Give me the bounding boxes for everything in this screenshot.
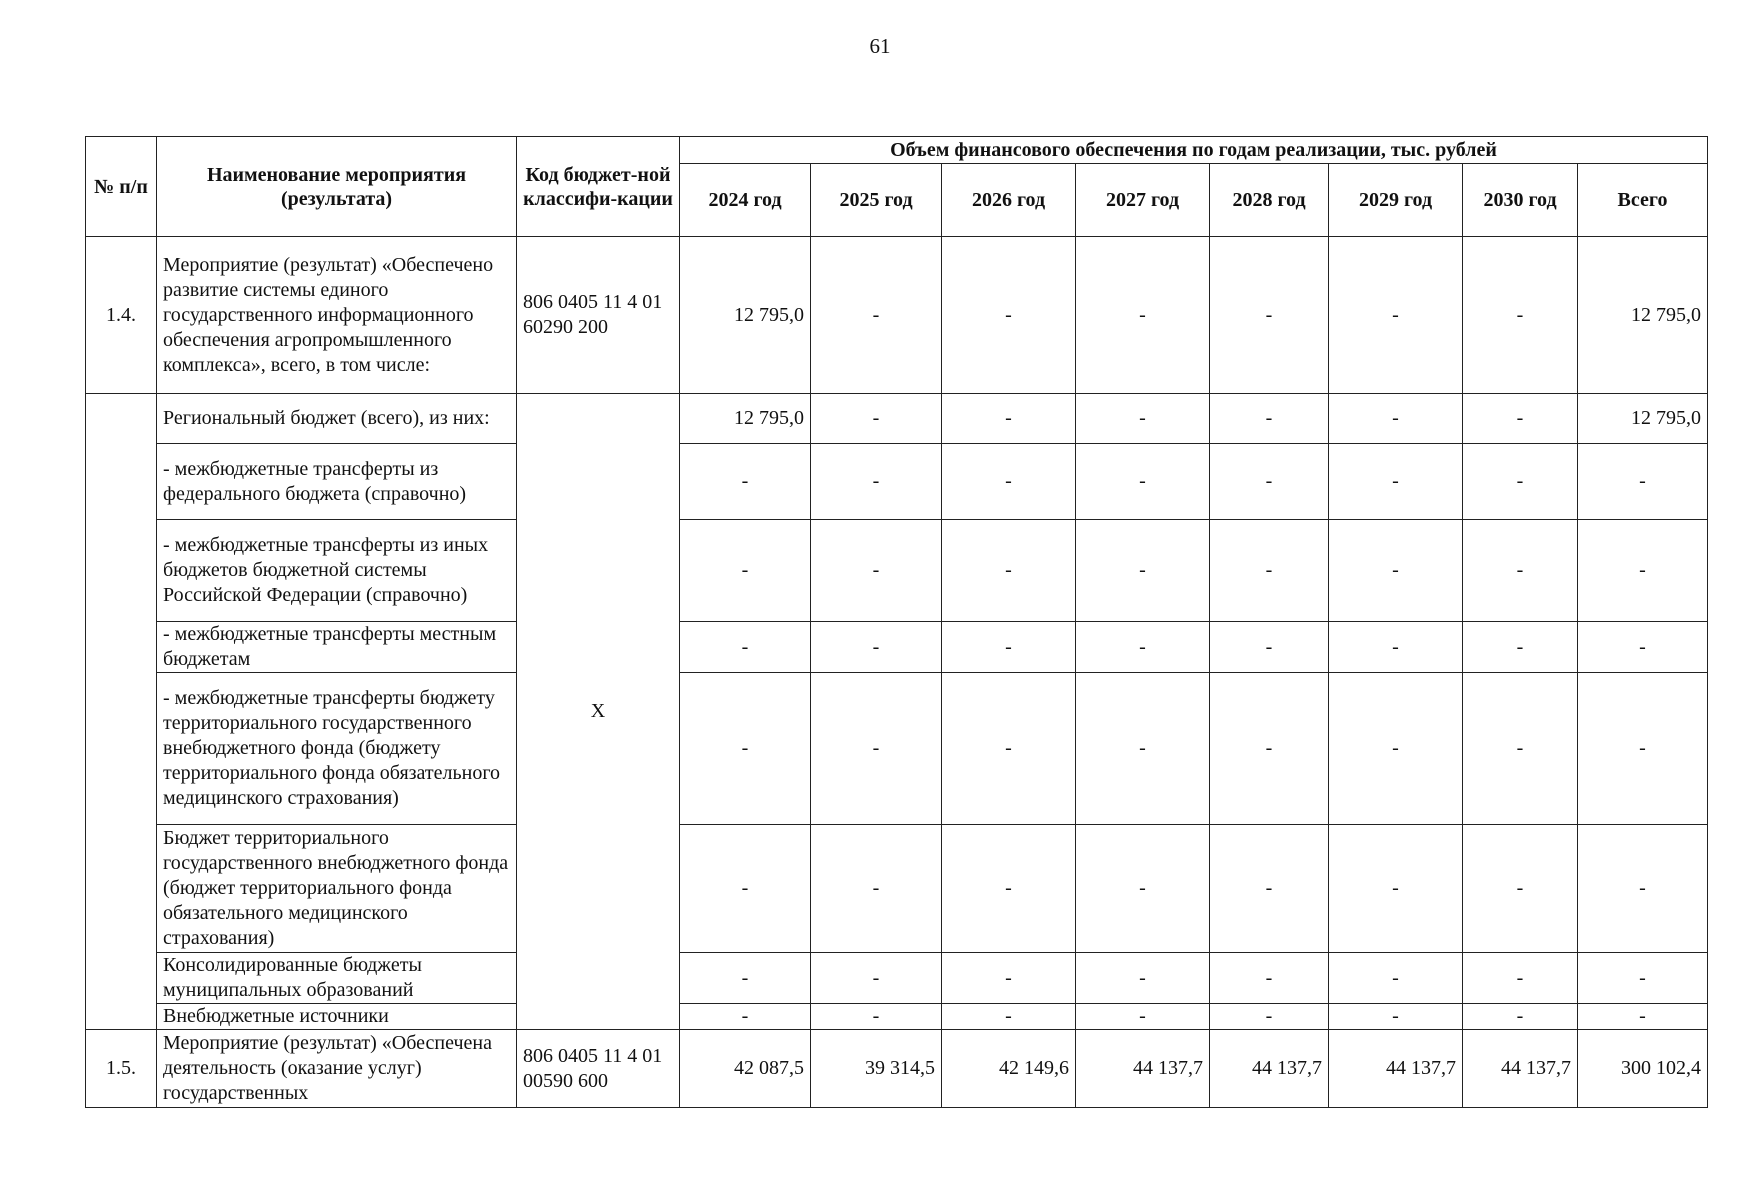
header-year: 2030 год: [1463, 164, 1578, 237]
row-code-x: X: [517, 394, 680, 1030]
row-name: - межбюджетные трансферты местным бюджетам: [157, 622, 517, 673]
row-code: 806 0405 11 4 01 60290 200: [517, 237, 680, 394]
value-cell: -: [1076, 520, 1210, 622]
value-cell: -: [811, 444, 942, 520]
value-cell: -: [1329, 953, 1463, 1004]
table-row: [86, 1030, 1708, 1108]
value-cell: -: [680, 1004, 811, 1030]
value-cell: -: [1210, 953, 1329, 1004]
value-cell: -: [1076, 1004, 1210, 1030]
value-cell: -: [942, 953, 1076, 1004]
row-number: 1.4.: [86, 237, 157, 394]
header-financing-group: Объем финансового обеспечения по годам реализации, тыс. рублей: [680, 137, 1708, 164]
value-cell: -: [1463, 1004, 1578, 1030]
row-name: Внебюджетные источники: [157, 1004, 517, 1030]
value-cell: -: [1210, 825, 1329, 953]
value-cell: 39 314,5: [811, 1030, 942, 1108]
value-cell: 44 137,7: [1329, 1030, 1463, 1108]
value-cell: -: [680, 953, 811, 1004]
row-name: Мероприятие (результат) «Обеспечена деятельность (оказание услуг) государственных: [157, 1030, 517, 1108]
value-cell: -: [1329, 622, 1463, 673]
value-cell: -: [942, 1004, 1076, 1030]
value-cell: -: [680, 444, 811, 520]
value-cell: -: [1329, 444, 1463, 520]
value-cell: -: [811, 953, 942, 1004]
row-number: 1.5.: [86, 1030, 157, 1108]
table-row: [86, 622, 1708, 673]
value-cell: -: [1463, 673, 1578, 825]
header-year: 2029 год: [1329, 164, 1463, 237]
value-cell: -: [811, 622, 942, 673]
table-row: [86, 673, 1708, 825]
value-cell: 12 795,0: [680, 394, 811, 444]
value-cell: -: [1076, 237, 1210, 394]
table-row: [86, 825, 1708, 953]
value-cell: -: [811, 1004, 942, 1030]
value-cell: -: [1210, 237, 1329, 394]
value-cell: 12 795,0: [680, 237, 811, 394]
value-cell: -: [1578, 1004, 1708, 1030]
row-name: - межбюджетные трансферты из иных бюджетов бюджетной системы Российской Федерации (справочно): [157, 520, 517, 622]
header-num: № п/п: [86, 137, 157, 237]
value-cell: -: [811, 673, 942, 825]
header-year: 2025 год: [811, 164, 942, 237]
header-year: 2027 год: [1076, 164, 1210, 237]
value-cell: 300 102,4: [1578, 1030, 1708, 1108]
row-number-empty: [86, 394, 157, 1030]
row-name: Консолидированные бюджеты муниципальных образований: [157, 953, 517, 1004]
table-row: [86, 394, 1708, 444]
value-cell: -: [1463, 953, 1578, 1004]
value-cell: -: [942, 237, 1076, 394]
header-code: Код бюджет-ной классифи-кации: [517, 137, 680, 237]
value-cell: -: [1578, 520, 1708, 622]
value-cell: -: [680, 673, 811, 825]
value-cell: -: [1578, 444, 1708, 520]
value-cell: -: [1463, 825, 1578, 953]
row-name: - межбюджетные трансферты бюджету территориального государственного внебюджетного фонда (бюджету территориального фонда обязательного медицинского страхования): [157, 673, 517, 825]
value-cell: -: [1329, 825, 1463, 953]
value-cell: -: [1329, 237, 1463, 394]
value-cell: -: [1076, 953, 1210, 1004]
value-cell: -: [1329, 1004, 1463, 1030]
value-cell: -: [1578, 673, 1708, 825]
value-cell: -: [942, 825, 1076, 953]
value-cell: -: [1578, 953, 1708, 1004]
value-cell: -: [680, 825, 811, 953]
page-number: 61: [869, 34, 891, 58]
row-name: Региональный бюджет (всего), из них:: [157, 394, 517, 444]
value-cell: -: [942, 444, 1076, 520]
table-row: [86, 444, 1708, 520]
value-cell: -: [1076, 673, 1210, 825]
value-cell: -: [1463, 520, 1578, 622]
value-cell: -: [942, 622, 1076, 673]
header-year: 2024 год: [680, 164, 811, 237]
value-cell: -: [1076, 394, 1210, 444]
value-cell: -: [1329, 520, 1463, 622]
value-cell: -: [1329, 394, 1463, 444]
value-cell: -: [1578, 825, 1708, 953]
value-cell: -: [811, 237, 942, 394]
value-cell: -: [942, 673, 1076, 825]
value-cell: -: [942, 520, 1076, 622]
value-cell: 42 149,6: [942, 1030, 1076, 1108]
value-cell: 44 137,7: [1076, 1030, 1210, 1108]
value-cell: -: [1463, 444, 1578, 520]
value-cell: -: [680, 622, 811, 673]
value-cell: 12 795,0: [1578, 394, 1708, 444]
value-cell: -: [1076, 825, 1210, 953]
table-row: [86, 237, 1708, 394]
value-cell: 42 087,5: [680, 1030, 811, 1108]
header-year: 2026 год: [942, 164, 1076, 237]
value-cell: -: [811, 394, 942, 444]
value-cell: -: [1210, 444, 1329, 520]
value-cell: -: [1076, 622, 1210, 673]
table-row: [86, 1004, 1708, 1030]
row-name: Бюджет территориального государственного внебюджетного фонда (бюджет территориального фонда обязательного медицинского страхования): [157, 825, 517, 953]
value-cell: -: [1210, 673, 1329, 825]
value-cell: -: [1463, 394, 1578, 444]
row-name: Мероприятие (результат) «Обеспечено развитие системы единого государственного информационного обеспечения агропромышленного комплекса», всего, в том числе:: [157, 237, 517, 394]
value-cell: -: [1210, 622, 1329, 673]
value-cell: -: [811, 825, 942, 953]
financing-table: [85, 136, 1708, 1108]
value-cell: -: [1210, 520, 1329, 622]
value-cell: 44 137,7: [1210, 1030, 1329, 1108]
value-cell: -: [1329, 673, 1463, 825]
value-cell: -: [1076, 444, 1210, 520]
row-name: - межбюджетные трансферты из федерального бюджета (справочно): [157, 444, 517, 520]
header-year: 2028 год: [1210, 164, 1329, 237]
header-total: Всего: [1578, 164, 1708, 237]
value-cell: -: [1578, 622, 1708, 673]
value-cell: -: [811, 520, 942, 622]
table-row: [86, 953, 1708, 1004]
value-cell: -: [942, 394, 1076, 444]
value-cell: -: [1463, 622, 1578, 673]
value-cell: 44 137,7: [1463, 1030, 1578, 1108]
row-code: 806 0405 11 4 01 00590 600: [517, 1030, 680, 1108]
header-name: Наименование мероприятия (результата): [157, 137, 517, 237]
value-cell: -: [680, 520, 811, 622]
value-cell: 12 795,0: [1578, 237, 1708, 394]
value-cell: -: [1210, 1004, 1329, 1030]
value-cell: -: [1463, 237, 1578, 394]
table-row: [86, 520, 1708, 622]
value-cell: -: [1210, 394, 1329, 444]
